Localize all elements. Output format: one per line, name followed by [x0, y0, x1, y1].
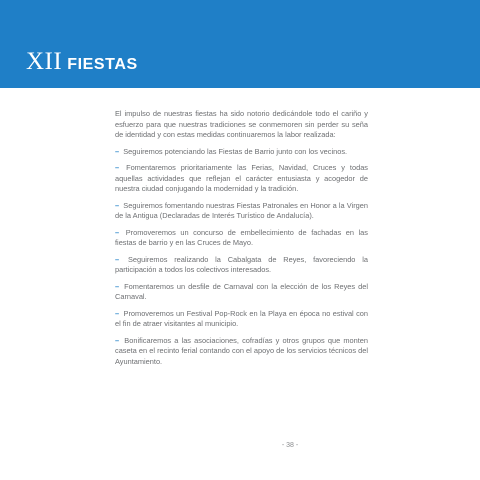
- section-heading: [26, 49, 138, 74]
- list-item-text: Seguiremos fomentando nuestras Fiestas Patronales en Honor a la Virgen de la Antigua (Declaradas de Interés Turístico de Andalucía).: [115, 200, 368, 220]
- section-banner: [0, 0, 480, 88]
- page-number: - 38 -: [281, 442, 299, 449]
- bullet-dash: –: [115, 227, 120, 237]
- bullet-dash: –: [115, 335, 120, 345]
- list-item-text: Seguiremos potenciando las Fiestas de Barrio junto con los vecinos.: [123, 146, 348, 156]
- section-numeral: XII: [26, 48, 63, 75]
- list-item-text: Bonificaremos a las asociaciones, cofradías y otros grupos que monten caseta en el recinto ferial contando con el apoyo de los servicios técnicos del Ayuntamiento.: [115, 335, 368, 366]
- bullet-dash: –: [115, 281, 120, 291]
- bullet-dash: –: [115, 254, 120, 264]
- list-item: [115, 201, 368, 222]
- list-item-text: Fomentaremos prioritariamente las Ferias, Navidad, Cruces y todas aquellas actividades que reflejan el carácter entusiasta y acogedor de nuestra ciudad conjugando la modernidad y la tradición.: [115, 163, 368, 193]
- body-text: [115, 109, 368, 373]
- section-title: FIESTAS: [67, 56, 138, 73]
- list-item-text: Seguiremos realizando la Cabalgata de Reyes, favoreciendo la participación a todos los colectivos interesados.: [115, 254, 368, 274]
- list-item-text: Promoveremos un concurso de embellecimiento de fachadas en las fiestas de barrio y en las Cruces de Mayo.: [115, 227, 368, 247]
- list-item: [115, 228, 368, 249]
- list-item: [115, 147, 368, 158]
- list-item: [115, 336, 368, 368]
- bullet-dash: –: [115, 163, 120, 172]
- bullet-dash: –: [115, 200, 120, 210]
- bullet-dash: –: [115, 308, 120, 318]
- list-item: [115, 282, 368, 303]
- list-item: [115, 255, 368, 276]
- bullet-dash: –: [115, 146, 120, 156]
- list-item: [115, 163, 368, 195]
- list-item: [115, 309, 368, 330]
- list-item-text: Fomentaremos un desfile de Carnaval con la elección de los Reyes del Carnaval.: [115, 281, 368, 301]
- intro-paragraph: El impulso de nuestras fiestas ha sido notorio dedicándole todo el cariño y esfuerzo para que nuestras tradiciones se conmemoren sin perder su seña de identidad y con estas medidas continuaremos la labor realizada:: [115, 109, 368, 139]
- list-item-text: Promoveremos un Festival Pop-Rock en la Playa en época no estival con el fin de atraer visitantes al municipio.: [115, 308, 368, 328]
